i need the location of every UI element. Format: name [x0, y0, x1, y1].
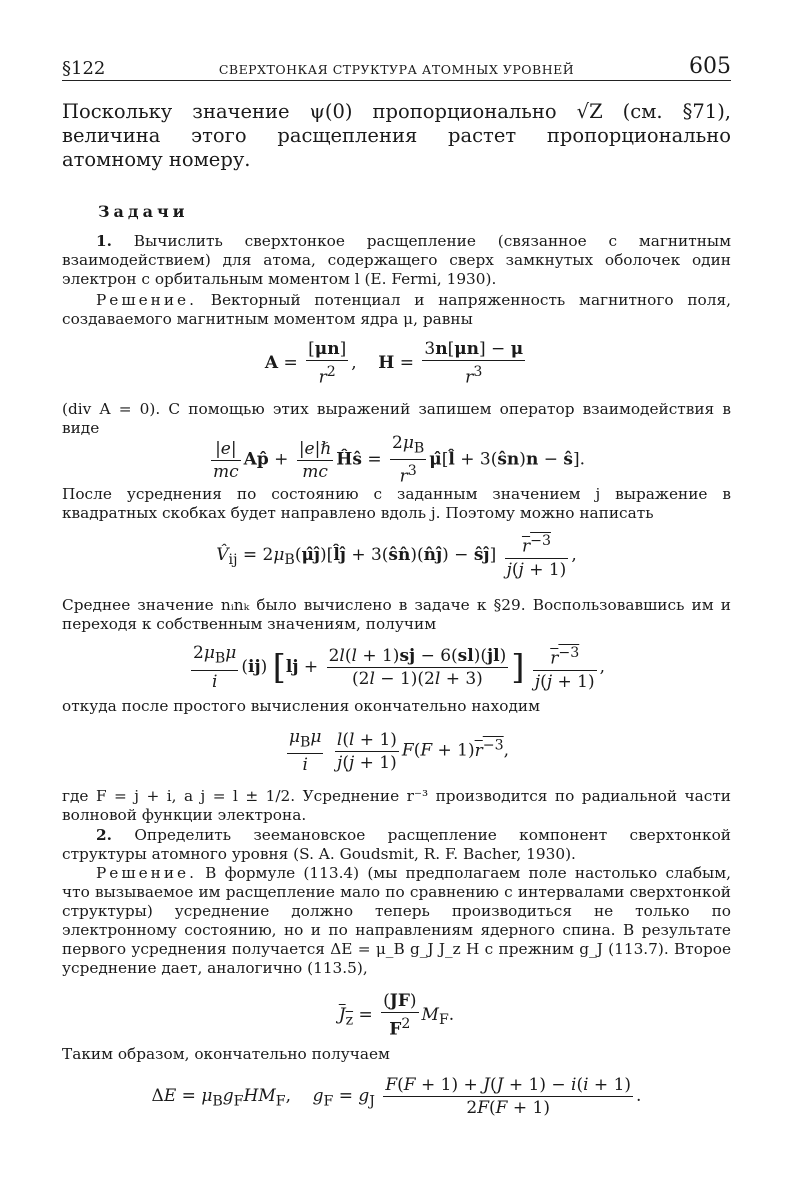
equation-interaction-operator: $\frac{|e|}{mc}$ Ap̂ + $\frac{\text{|e|ℏ}}{mc}$ Ĥŝ = $\frac{2\mu_B}{r^3}$ μ̂[l̂ + 3(ŝn)n − ŝ]. [213, 433, 585, 488]
problem-2-number: 2. [96, 826, 112, 844]
problem-1-paragraph-2: (div A = 0). С помощью этих выражений запишем оператор взаимодействия в виде [62, 400, 731, 437]
problem-1-text: Вычислить сверхтонкое расщепление (связанное с магнитным взаимодействием) для атома, содержащего сверх замкнутых оболочек один электрон с орбитальным моментом l (E. Fermi, 1930). [62, 232, 731, 288]
problem-1-paragraph-5: откуда после простого вычисления окончательно находим [62, 697, 540, 715]
problem-1-statement [62, 232, 731, 289]
problem-2-text: Определить зеемановское расщепление компонент сверхтонкой структуры атомного уровня (S. A. Goudsmit, R. F. Bacher, 1930). [62, 826, 731, 863]
solution-label: Решение. [96, 291, 197, 309]
equation-potential-field: A = $\frac{[\mu n]}{r^2}$ , H = $\frac{3n[\mu n] - \mu}{r^3}$ [264, 339, 524, 388]
problem-1-paragraph-3: После усреднения по состоянию с заданным значением j выражение в квадратных скобках будет направлено вдоль j. Поэтому можно написать [62, 485, 731, 522]
intro-paragraph: Поскольку значение ψ(0) пропорционально √Z (см. §71), величина этого расщепления растет пропорционально атомному номеру. [62, 100, 731, 171]
equation-eigenvalues: $\frac{2\mu_B\mu}{i}$ (ij) [lj + $\frac{2l(l + 1)sj - 6(sl)(jl)}{(2l - 1)(2l + 3)}$ ] $\frac{r^{-3}}{j(j + 1)}$ , [193, 643, 605, 692]
problem-2-paragraph-2: Таким образом, окончательно получаем [62, 1045, 390, 1063]
problem-1-solution-intro [62, 291, 731, 329]
problem-1-number: 1. [96, 232, 112, 250]
equation-zeeman-splitting: $\Delta E = \mu_Bg_FHM_F$, $g_F = g_J$ $\frac{F(F + 1) + J(J + 1) - i(i + 1)}{2F(F + 1)}$ . [151, 1075, 642, 1118]
problem-2-solution [62, 864, 731, 978]
problems-heading: Задачи [98, 202, 189, 221]
equation-averaged-operator: $V̂_{ij}$ = $2\mu_B(\mûĵ)[l̂ĵ$ + 3(ŝn̂)(n̂ĵ) − ŝĵ] $\frac{r^{-3}}{j(j + 1)}$ , [62, 530, 731, 581]
problem-1-paragraph-6: где F = j + i, а j = l ± 1/2. Усреднение r⁻³ производится по радиальной части волновой функции электрона. [62, 787, 731, 824]
equation-final-result: $\frac{\mu_B\mu}{i}$ $\frac{l(l + 1)}{j(j + 1)}$ $F(F + 1)r^{-3}$, [288, 727, 510, 776]
section-number: §122 [62, 58, 106, 79]
solution-label: Решение. [96, 864, 197, 882]
running-title: СВЕРХТОНКАЯ СТРУКТУРА АТОМНЫХ УРОВНЕЙ [218, 62, 575, 77]
equation-second-average: $J_z$ = $\frac{(JF)}{F^2}$ $M_F$. [338, 991, 455, 1040]
problem-1-solution-text: Векторный потенциал и напряженность магнитного поля, создаваемого магнитным моментом ядра μ, равны [62, 291, 731, 328]
running-header [62, 52, 731, 81]
page-number: 605 [689, 54, 731, 79]
problem-2-statement [62, 826, 731, 864]
problem-2-solution-text: В формуле (113.4) (мы предполагаем поле настолько слабым, что вызываемое им расщепление мало по сравнению с интервалами сверхтонкой структуры) усреднение должно теперь производиться не только по электронному состоянию, но и по направлениям ядерного спина. В результате первого усреднения получается ΔE = μ_B g_J J_z H с прежним g_J (113.7). Второе усреднение дает, аналогично (113.5), [62, 864, 731, 977]
problem-1-paragraph-4: Среднее значение nᵢnₖ было вычислено в задаче к §29. Воспользовавшись им и переходя к собственным значениям, получим [62, 596, 731, 633]
